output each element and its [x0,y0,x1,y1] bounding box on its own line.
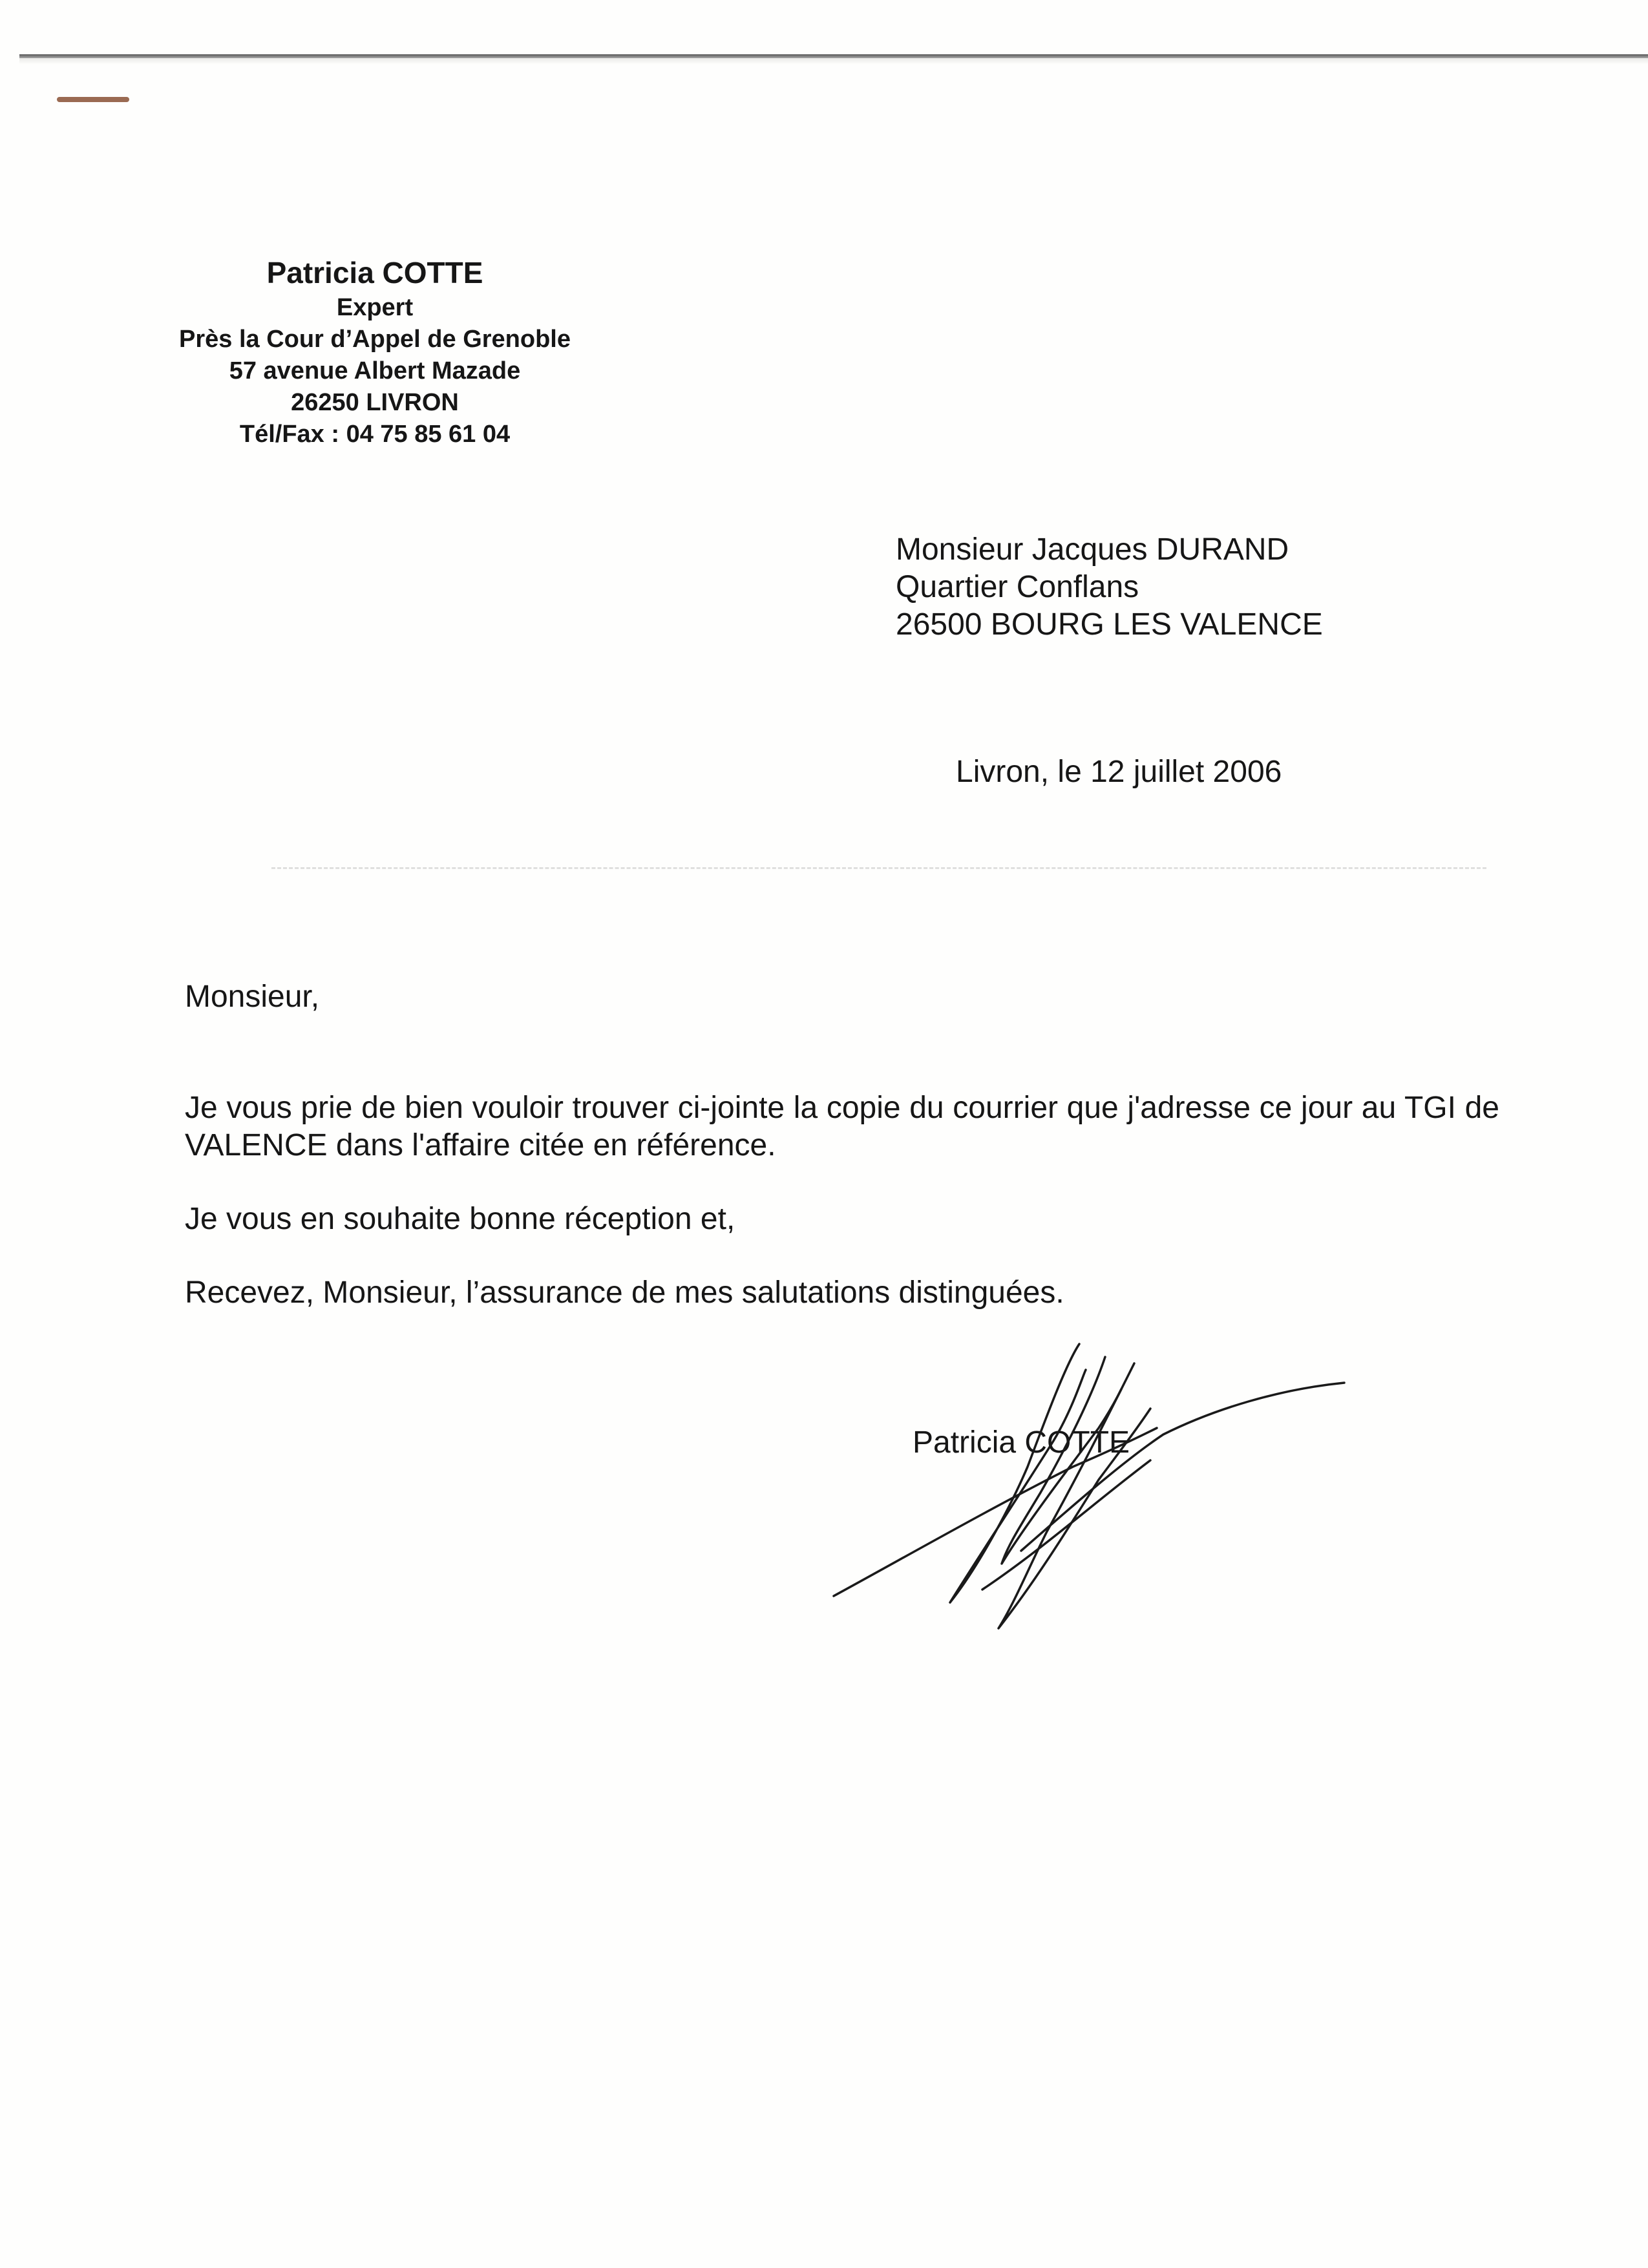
place-date: Livron, le 12 juillet 2006 [956,755,1282,789]
sender-phone: Tél/Fax : 04 75 85 61 04 [239,421,511,448]
letter-closing: Recevez, Monsieur, l’assurance de mes salutations distinguées. [185,1276,1064,1310]
letter-body [185,978,1499,1348]
scan-edge-shadow [19,58,1648,65]
recipient-street: Quartier Conflans [896,570,1139,604]
handwritten-signature [827,1338,1357,1648]
recipient-city: 26500 BOURG LES VALENCE [896,607,1323,642]
sender-city: 26250 LIVRON [291,389,459,416]
sender-name: Patricia COTTE [266,256,483,289]
recipient-name: Monsieur Jacques DURAND [896,532,1289,567]
signature-name: Patricia COTTE [913,1425,1130,1460]
letter-paragraph-2: Je vous en souhaite bonne réception et, [185,1202,735,1236]
staple-mark [57,97,129,102]
sender-court: Près la Cour d’Appel de Grenoble [178,326,571,353]
fold-line [271,867,1486,869]
recipient-address [896,531,1323,644]
letter-salutation: Monsieur, [185,980,320,1014]
sender-street: 57 avenue Albert Mazade [229,357,521,384]
sender-letterhead [116,253,633,450]
sender-title: Expert [336,294,414,321]
letter-paragraph-1: Je vous prie de bien vouloir trouver ci-jointe la copie du courrier que j'adresse ce jour au TGI de VALENCE dans l'affaire citée en référence. [185,1091,1499,1162]
